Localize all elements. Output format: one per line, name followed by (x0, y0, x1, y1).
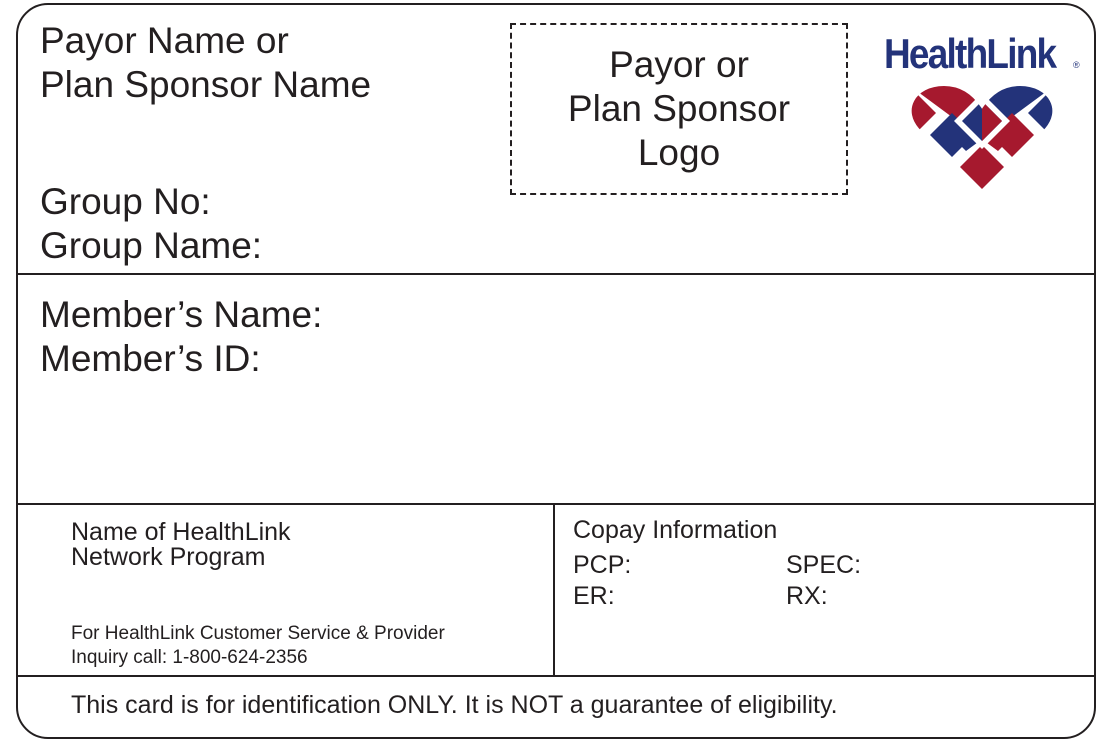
payor-name-line1: Payor Name or (40, 20, 289, 61)
divider-vertical (553, 503, 555, 675)
healthlink-wordmark: HealthLink (884, 30, 1056, 77)
customer-service-line1: For HealthLink Customer Service & Provider (71, 623, 445, 644)
logo-placeholder-line2: Plan Sponsor (567, 88, 791, 129)
copay-title: Copay Information (573, 516, 778, 544)
group-name-label: Group Name: (40, 225, 263, 266)
payor-name-line2: Plan Sponsor Name (40, 64, 372, 105)
network-name-line1: Name of HealthLink (71, 518, 291, 546)
copay-rx-label: RX: (786, 582, 828, 610)
copay-er-label: ER: (573, 582, 615, 610)
registered-mark: ® (1073, 60, 1080, 70)
disclaimer-text: This card is for identification ONLY. It is NOT a guarantee of eligibility. (71, 691, 838, 719)
logo-placeholder-line1: Payor or (609, 44, 749, 85)
copay-pcp-label: PCP: (573, 551, 632, 579)
logo-placeholder-line3: Logo (637, 132, 721, 173)
member-id-label: Member’s ID: (40, 338, 261, 379)
customer-service-phone: Inquiry call: 1-800-624-2356 (71, 647, 308, 668)
divider-member (18, 503, 1094, 505)
sponsor-logo-placeholder (510, 23, 848, 195)
network-name-line2: Network Program (71, 543, 266, 571)
id-card (16, 3, 1096, 739)
divider-footer (18, 675, 1094, 677)
group-no-label: Group No: (40, 181, 211, 222)
member-name-label: Member’s Name: (40, 294, 323, 335)
heart-logo-icon (906, 83, 1058, 195)
copay-spec-label: SPEC: (786, 551, 862, 579)
divider-header (18, 273, 1094, 275)
